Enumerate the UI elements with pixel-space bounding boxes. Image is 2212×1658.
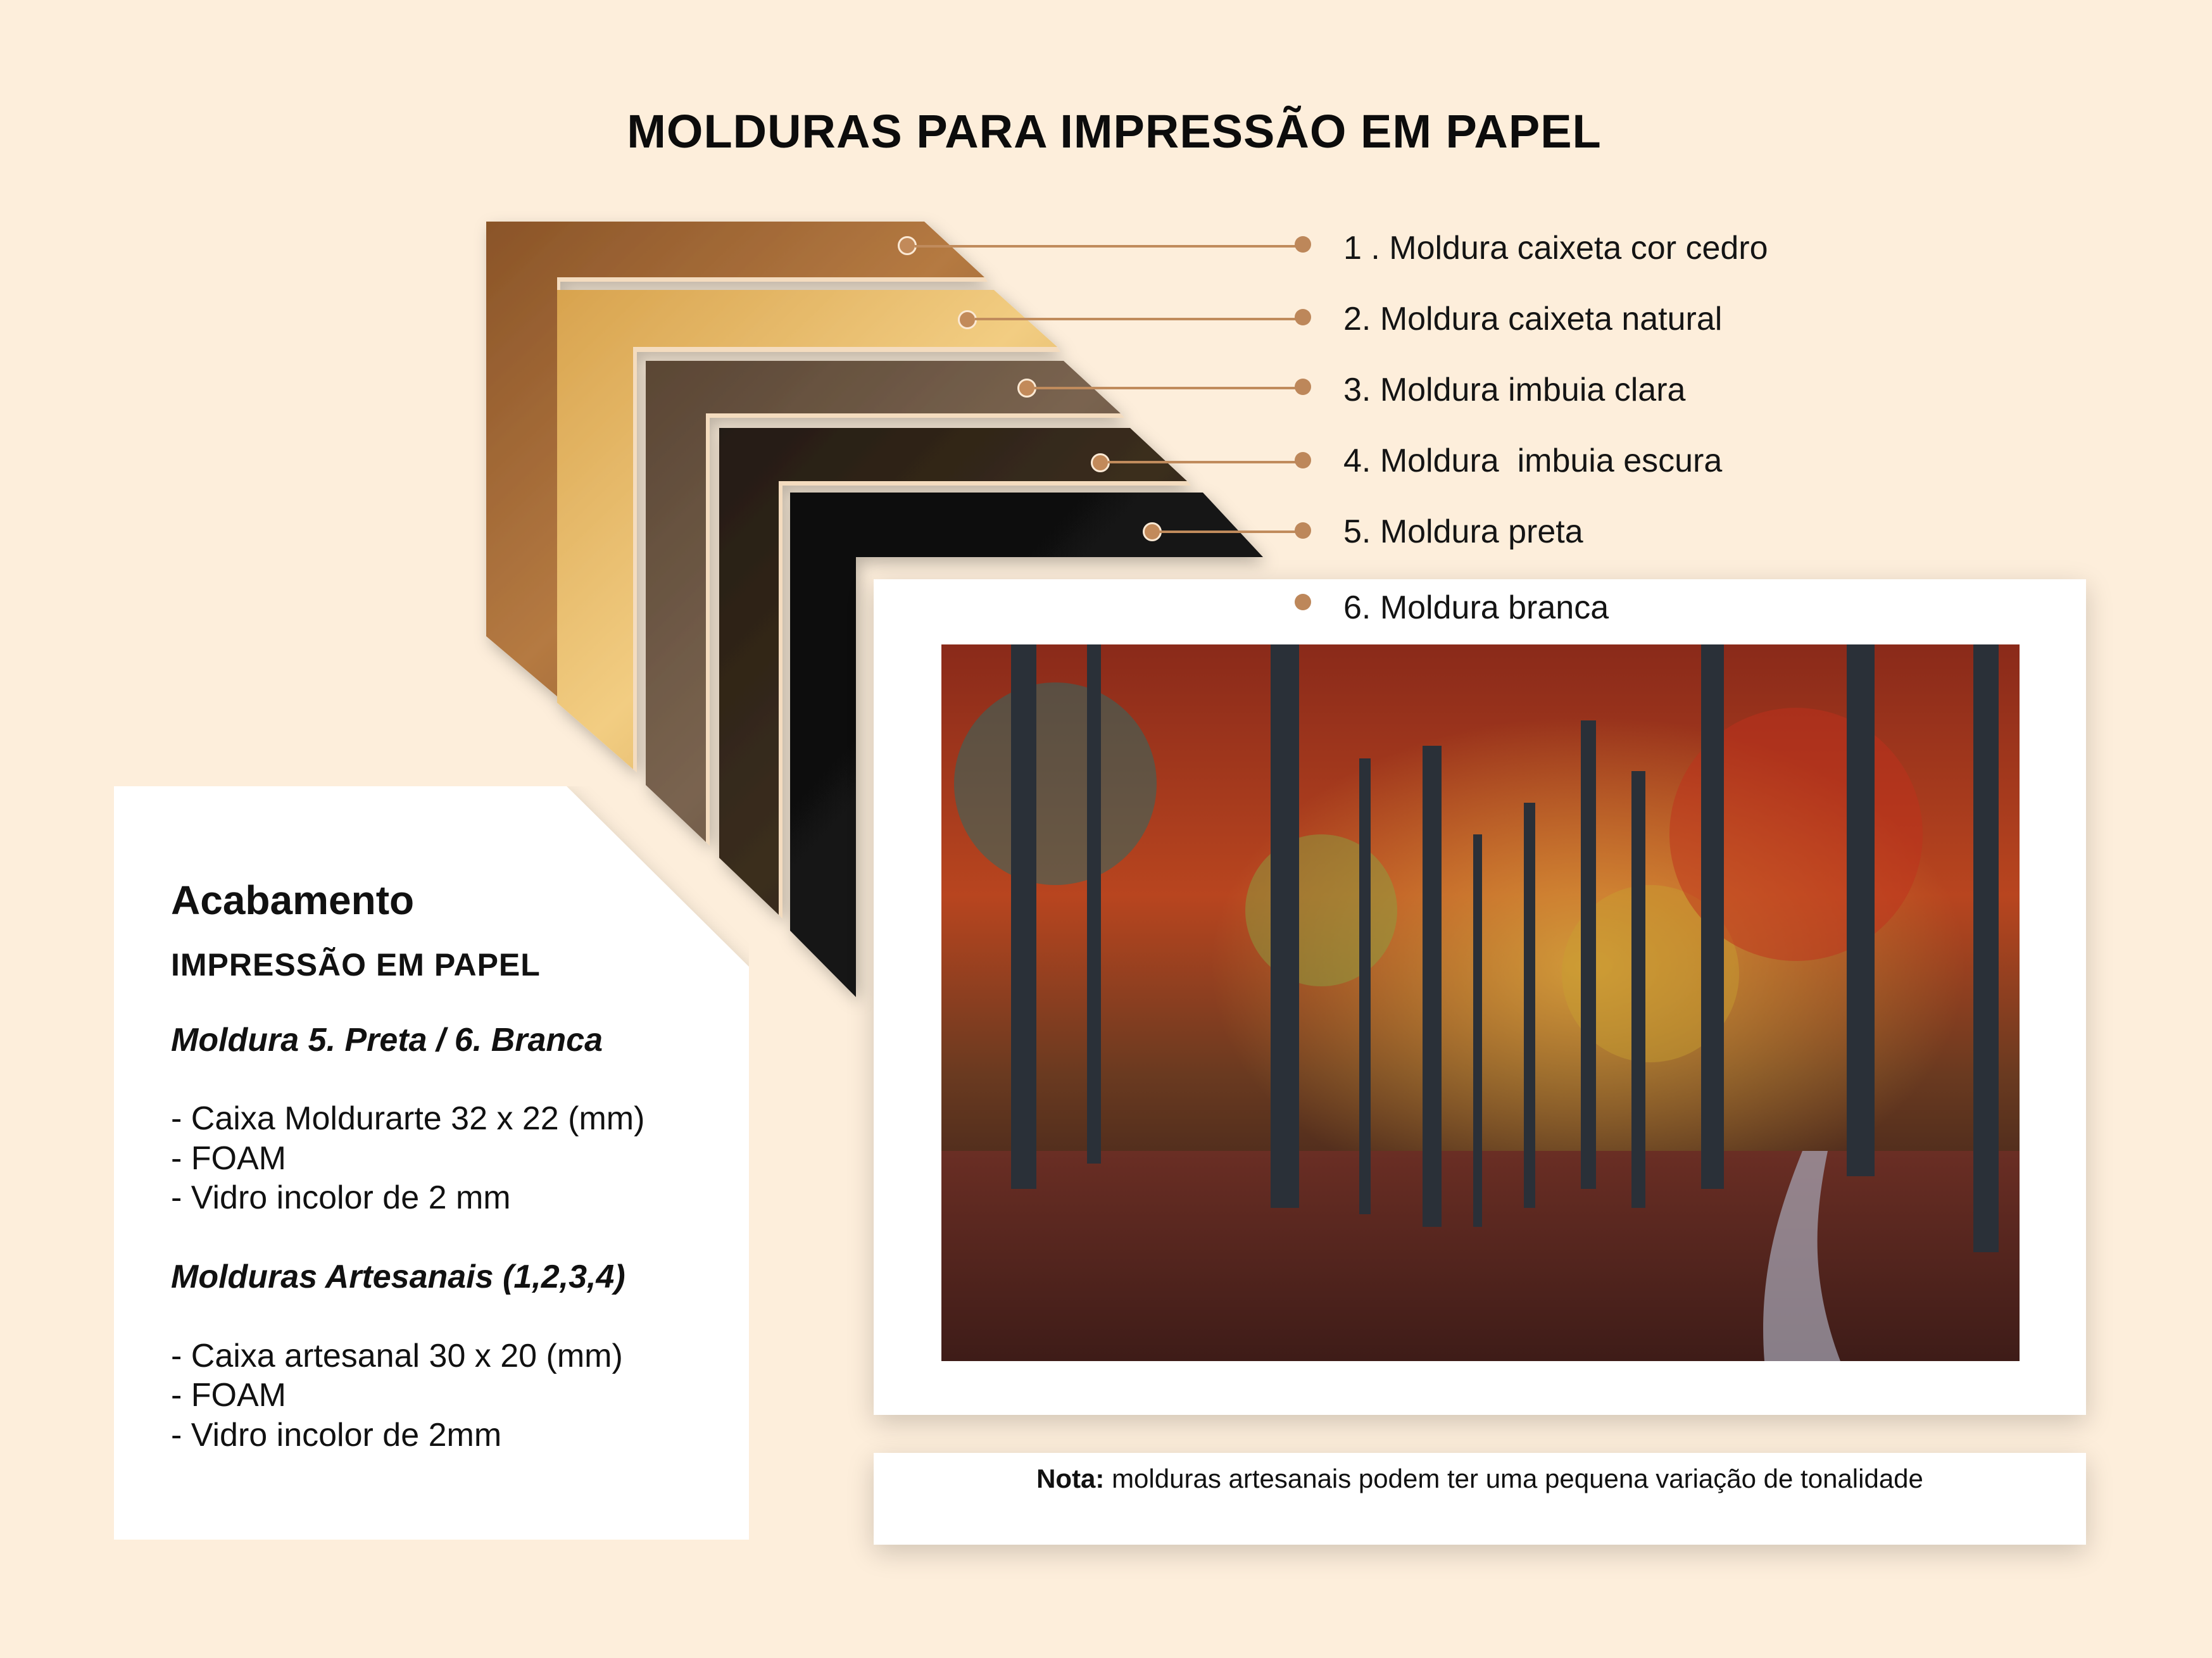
frame-label-4: 4. Moldura imbuia escura bbox=[1343, 443, 1723, 479]
group2-item: - Vidro incolor de 2mm bbox=[171, 1417, 502, 1454]
group2-title: Molduras Artesanais (1,2,3,4) bbox=[171, 1259, 625, 1295]
frame-label-6: 6. Moldura branca bbox=[1343, 589, 1609, 626]
frame-3-marker bbox=[1017, 379, 1036, 398]
frame-4-marker bbox=[1091, 453, 1110, 472]
autumn-forest-photo bbox=[941, 644, 2020, 1361]
finish-heading: Acabamento bbox=[171, 877, 415, 923]
note-label: Nota: bbox=[1036, 1464, 1105, 1493]
frame-5-marker bbox=[1143, 522, 1162, 541]
frame-4-label-dot bbox=[1295, 452, 1311, 468]
group1-title: Moldura 5. Preta / 6. Branca bbox=[171, 1022, 603, 1058]
frame-3-leader bbox=[1034, 387, 1304, 389]
frame-5-leader bbox=[1160, 531, 1304, 533]
frame-6-label-dot bbox=[1295, 594, 1311, 610]
group1-item: - FOAM bbox=[171, 1140, 286, 1177]
group1-item: - Caixa Moldurarte 32 x 22 (mm) bbox=[171, 1100, 645, 1137]
finish-subheading: IMPRESSÃO EM PAPEL bbox=[171, 947, 541, 983]
frame-label-2: 2. Moldura caixeta natural bbox=[1343, 301, 1723, 337]
frame-1-marker bbox=[898, 236, 917, 255]
frame-label-3: 3. Moldura imbuia clara bbox=[1343, 372, 1686, 408]
frame-2-label-dot bbox=[1295, 309, 1311, 325]
frame-5-label-dot bbox=[1295, 522, 1311, 539]
frame-2-leader bbox=[975, 318, 1304, 320]
frame-label-1: 1 . Moldura caixeta cor cedro bbox=[1343, 230, 1768, 267]
page-title: MOLDURAS PARA IMPRESSÃO EM PAPEL bbox=[627, 105, 1602, 158]
group2-item: - Caixa artesanal 30 x 20 (mm) bbox=[171, 1338, 623, 1374]
note-text bbox=[874, 1464, 2086, 1494]
group2-item: - FOAM bbox=[171, 1377, 286, 1414]
group1-item: - Vidro incolor de 2 mm bbox=[171, 1179, 511, 1216]
frame-3-label-dot bbox=[1295, 379, 1311, 395]
frame-label-5: 5. Moldura preta bbox=[1343, 513, 1583, 550]
note-body: molduras artesanais podem ter uma pequena variação de tonalidade bbox=[1104, 1464, 1923, 1493]
frame-2-marker bbox=[958, 310, 977, 329]
frame-1-label-dot bbox=[1295, 236, 1311, 253]
frame-4-leader bbox=[1108, 461, 1304, 463]
frame-1-leader bbox=[915, 245, 1304, 248]
